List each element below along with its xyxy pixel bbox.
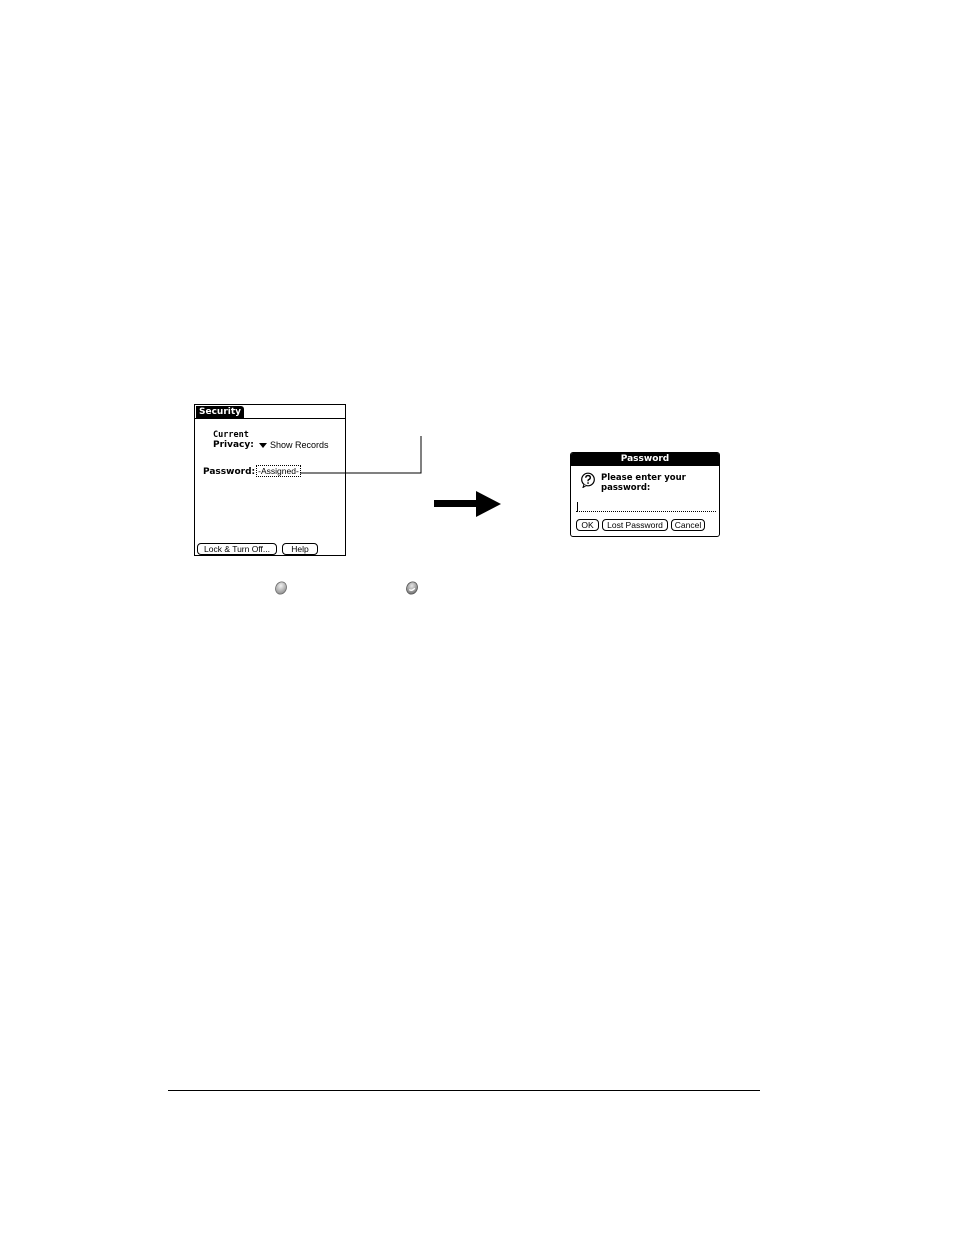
footer-rule: [168, 1090, 760, 1091]
password-label: Password:: [203, 467, 256, 477]
lost-password-button[interactable]: Lost Password: [602, 519, 668, 531]
security-title-bar: [195, 405, 345, 419]
privacy-value: Show Records: [270, 440, 329, 450]
dialog-title: Password: [571, 453, 719, 466]
hardware-button-icon: [274, 581, 288, 595]
question-icon: [580, 472, 596, 488]
password-dialog: [570, 452, 720, 537]
dialog-prompt: Please enter your password:: [601, 473, 686, 493]
callout-line: [300, 436, 424, 476]
privacy-label: Privacy:: [213, 440, 254, 450]
ok-button[interactable]: OK: [576, 519, 599, 531]
security-title: Security: [196, 406, 244, 419]
help-button[interactable]: Help: [282, 543, 318, 555]
cancel-button[interactable]: Cancel: [671, 519, 705, 531]
hardware-button-icon: [405, 581, 419, 595]
password-input[interactable]: [576, 501, 716, 512]
password-field[interactable]: -Assigned-: [256, 465, 301, 477]
current-label: Current: [213, 430, 249, 440]
right-arrow-icon: [434, 489, 502, 519]
text-cursor: [577, 502, 578, 511]
lock-turn-off-button[interactable]: Lock & Turn Off...: [197, 543, 277, 555]
triangle-down-icon: [259, 443, 267, 448]
security-screen: [194, 404, 346, 556]
